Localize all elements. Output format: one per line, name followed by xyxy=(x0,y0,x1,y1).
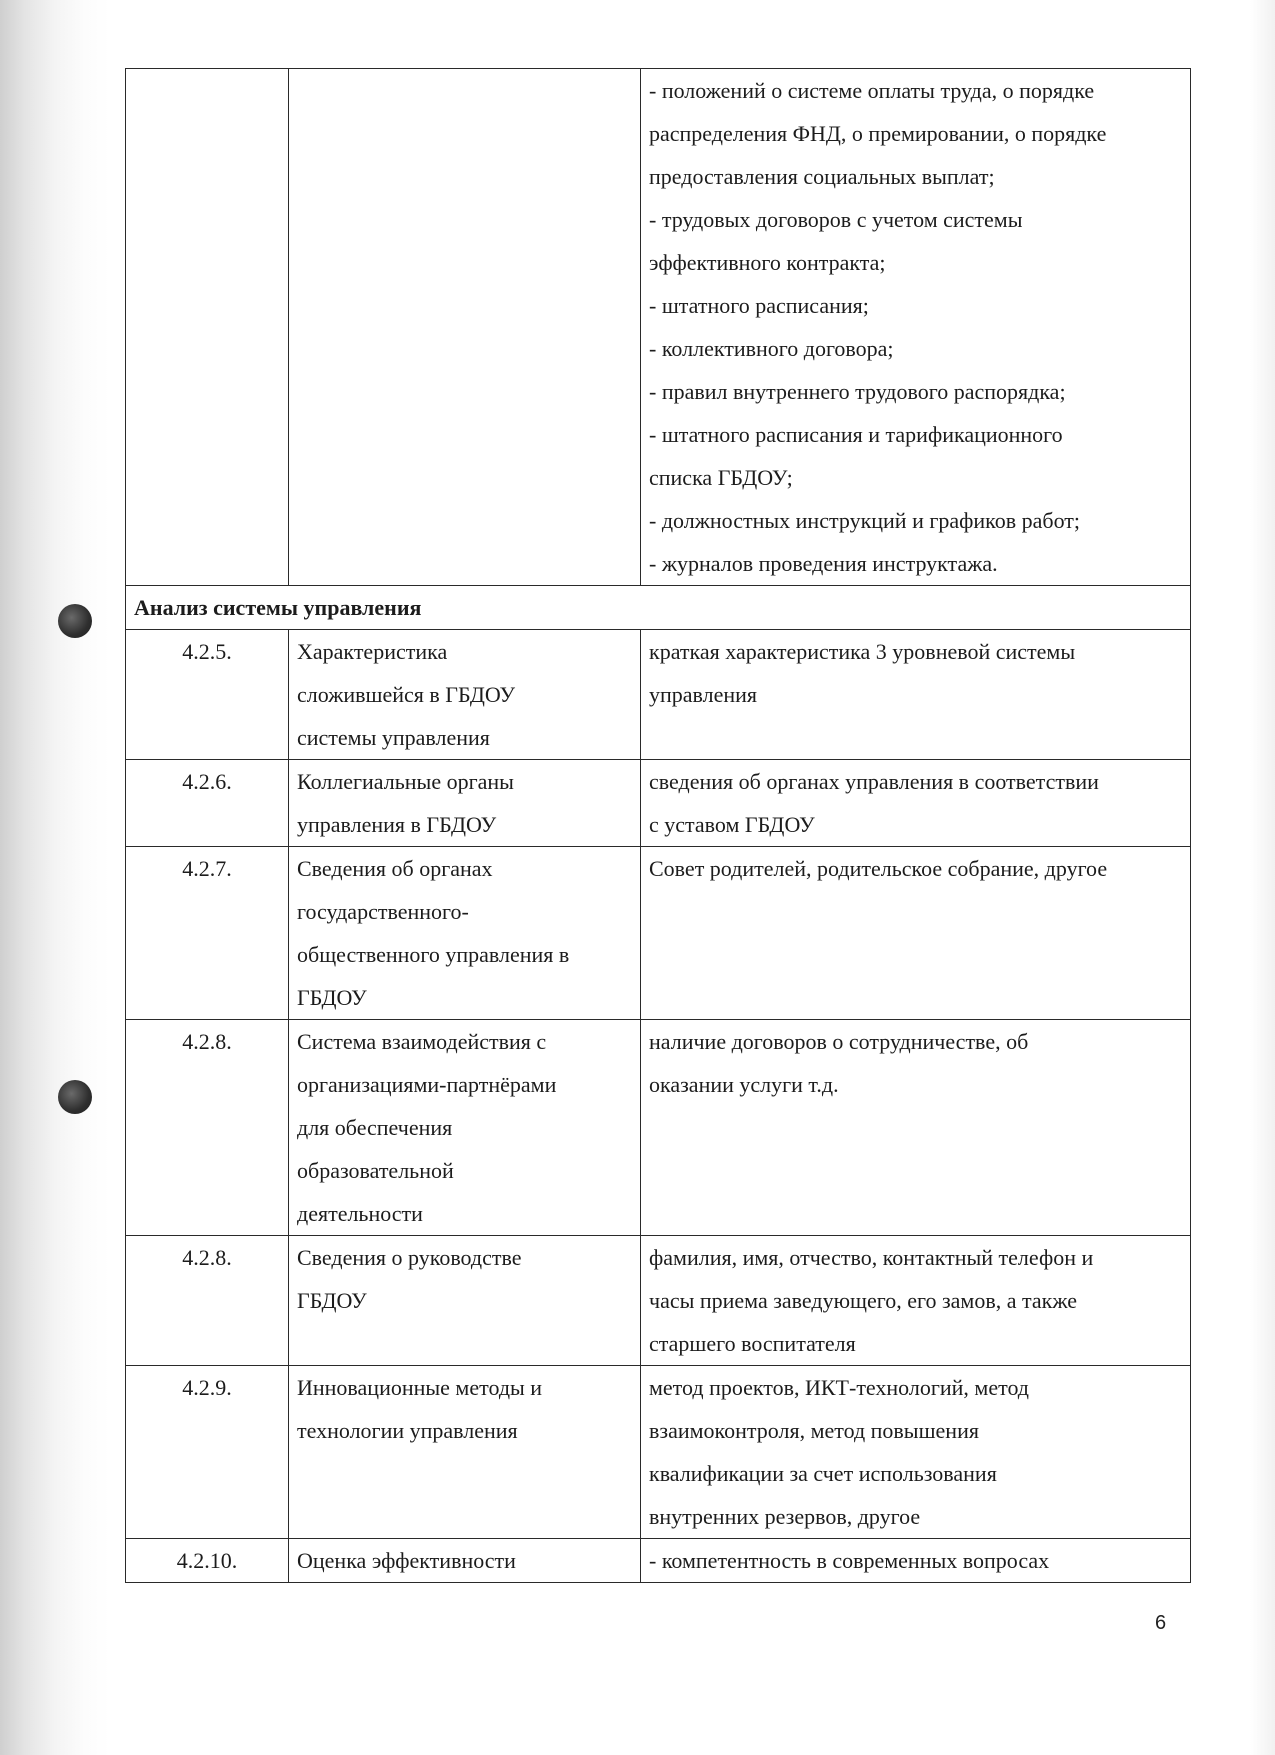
title-line: Коллегиальные органы xyxy=(297,769,514,794)
description-line: часы приема заведующего, его замов, а также xyxy=(649,1288,1078,1313)
number-cell xyxy=(126,69,289,586)
description-line: оказании услуги т.д. xyxy=(649,1072,839,1097)
title-line: Сведения об органах xyxy=(297,856,493,881)
description-line: краткая характеристика 3 уровневой системы xyxy=(649,639,1076,664)
item-title xyxy=(289,847,641,1020)
description-line: управления xyxy=(649,682,758,707)
title-line: деятельности xyxy=(297,1201,423,1226)
item-description xyxy=(641,630,1191,760)
punch-hole xyxy=(58,1080,92,1114)
title-line: государственного- xyxy=(297,899,469,924)
item-title xyxy=(289,1236,641,1366)
description-cell xyxy=(641,69,1191,586)
item-number: 4.2.6. xyxy=(126,760,289,847)
description-line: - положений о системе оплаты труда, о порядке xyxy=(649,78,1095,103)
item-title xyxy=(289,1539,641,1583)
item-number: 4.2.10. xyxy=(126,1539,289,1583)
description-line: - коллективного договора; xyxy=(649,336,894,361)
document-table xyxy=(125,68,1191,1583)
title-cell xyxy=(289,69,641,586)
title-line: системы управления xyxy=(297,725,490,750)
description-line: фамилия, имя, отчество, контактный телефон и xyxy=(649,1245,1094,1270)
table-row xyxy=(126,69,1191,586)
title-line: сложившейся в ГБДОУ xyxy=(297,682,516,707)
description-line: списка ГБДОУ; xyxy=(649,465,793,490)
description-line: наличие договоров о сотрудничестве, об xyxy=(649,1029,1029,1054)
title-line: управления в ГБДОУ xyxy=(297,812,497,837)
description-line: с уставом ГБДОУ xyxy=(649,812,815,837)
title-line: Оценка эффективности xyxy=(297,1548,516,1573)
item-description xyxy=(641,1366,1191,1539)
description-line: квалификации за счет использования xyxy=(649,1461,997,1486)
item-description xyxy=(641,847,1191,1020)
table-row xyxy=(126,1366,1191,1539)
item-description xyxy=(641,1236,1191,1366)
item-title xyxy=(289,1366,641,1539)
title-line: Характеристика xyxy=(297,639,448,664)
title-line: ГБДОУ xyxy=(297,985,367,1010)
description-line: взаимоконтроля, метод повышения xyxy=(649,1418,979,1443)
description-line: - штатного расписания и тарификационного xyxy=(649,422,1063,447)
table-row xyxy=(126,1020,1191,1236)
description-line: эффективного контракта; xyxy=(649,250,886,275)
item-number: 4.2.9. xyxy=(126,1366,289,1539)
table-row xyxy=(126,847,1191,1020)
table-row xyxy=(126,630,1191,760)
title-line: Система взаимодействия с xyxy=(297,1029,547,1054)
item-title xyxy=(289,760,641,847)
item-description xyxy=(641,760,1191,847)
title-line: технологии управления xyxy=(297,1418,518,1443)
description-line: метод проектов, ИКТ-технологий, метод xyxy=(649,1375,1030,1400)
section-title: Анализ системы управления xyxy=(126,586,1191,630)
title-line: общественного управления в xyxy=(297,942,570,967)
description-line: Совет родителей, родительское собрание, другое xyxy=(649,856,1108,881)
description-line: - штатного расписания; xyxy=(649,293,869,318)
punch-hole xyxy=(58,604,92,638)
description-line: - журналов проведения инструктажа. xyxy=(649,551,998,576)
item-title xyxy=(289,630,641,760)
section-row xyxy=(126,586,1191,630)
item-number: 4.2.8. xyxy=(126,1020,289,1236)
title-line: Сведения о руководстве xyxy=(297,1245,522,1270)
title-line: для обеспечения xyxy=(297,1115,453,1140)
item-description xyxy=(641,1539,1191,1583)
description-line: - трудовых договоров с учетом системы xyxy=(649,207,1023,232)
item-title xyxy=(289,1020,641,1236)
table-row xyxy=(126,760,1191,847)
item-number: 4.2.7. xyxy=(126,847,289,1020)
description-line: предоставления социальных выплат; xyxy=(649,164,995,189)
table-row xyxy=(126,1236,1191,1366)
title-line: организациями-партнёрами xyxy=(297,1072,557,1097)
description-line: - правил внутреннего трудового распорядка; xyxy=(649,379,1066,404)
title-line: ГБДОУ xyxy=(297,1288,367,1313)
item-number: 4.2.5. xyxy=(126,630,289,760)
description-line: старшего воспитателя xyxy=(649,1331,856,1356)
description-line: - компетентность в современных вопросах xyxy=(649,1548,1050,1573)
item-number: 4.2.8. xyxy=(126,1236,289,1366)
page-number: 6 xyxy=(1155,1612,1167,1634)
description-line: сведения об органах управления в соответствии xyxy=(649,769,1099,794)
description-line: внутренних резервов, другое xyxy=(649,1504,921,1529)
title-line: Инновационные методы и xyxy=(297,1375,543,1400)
item-description xyxy=(641,1020,1191,1236)
title-line: образовательной xyxy=(297,1158,454,1183)
description-line: распределения ФНД, о премировании, о порядке xyxy=(649,121,1107,146)
description-line: - должностных инструкций и графиков работ; xyxy=(649,508,1081,533)
table-row xyxy=(126,1539,1191,1583)
